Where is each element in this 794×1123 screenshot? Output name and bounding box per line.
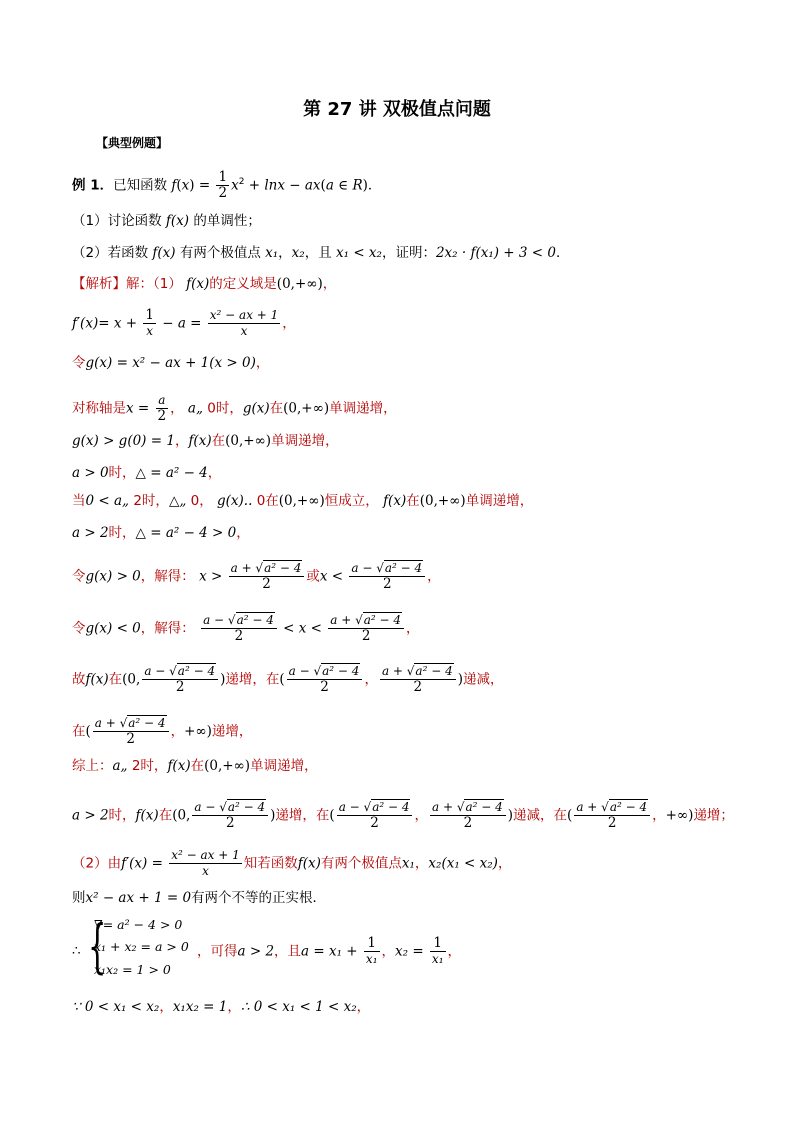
solve-g-negative: 令g(x) < 0，解得： $\frac{\text{a − √a² − 4}}{2}$ < x < $\frac{\text{a + √a² − 4}}{2}$ ，: [72, 613, 420, 644]
question-1: （1）讨论函数 f(x) 的单调性；: [72, 213, 261, 229]
g-definition: 令g(x) = x² − ax + 1(x > 0)，: [72, 355, 270, 371]
example-1-statement: 例 1．已知函数 f(x) = $\frac{1}{2}$ $x^2 + \ln x - ax(a$ ∈ R)．: [72, 169, 382, 201]
root-ordering: ∵ 0 < x₁ < x₂，x₁x₂ = 1，∴ 0 < x₁ < 1 < x₂，: [72, 999, 371, 1015]
section-heading: 【典型例题】: [96, 136, 169, 150]
question-2: （2）若函数 f(x) 有两个极值点 x₁，x₂，且 x₁ < x₂，证明：2x₂ · f(x₁) + 3 < 0．: [72, 245, 570, 261]
a-positive: a > 0时，△ = a² − 4，: [72, 465, 222, 481]
quadratic-roots: 则x² − ax + 1 = 0有两个不等的正实根．: [72, 890, 327, 906]
summary-line: 综上：a„ 2时，f(x)在(0,+∞)单调递增，: [72, 758, 318, 774]
page-title: 第 27 讲 双极值点问题: [303, 99, 491, 120]
summary-a-gt-2: a > 2时，f(x)在(0, $\frac{\text{a − √a² − 4}}{2}$ )递增，在( $\frac{\text{a − √a² − 4}}{2}$ ， $\frac{\text{a + √a² − 4}}{2}$ )递减，在( $\frac{\text{a + √a² − 4}}{2}$ ，+∞)递增；: [72, 800, 734, 831]
system-row-3: x₁x₂ = 1 > 0: [94, 962, 171, 977]
case-a-gt-2: a > 2时，△ = a² − 4 > 0，: [72, 525, 250, 541]
therefore-symbol: ∴: [72, 943, 81, 959]
monotonic-intervals: 故f(x)在(0, $\frac{\text{a − √a² − 4}}{2}$ )递增，在( $\frac{\text{a − √a² − 4}}{2}$ ， $\frac{\text{a + √a² − 4}}{2}$ )递减，: [72, 664, 504, 695]
solution-intro: 【解析】解：（1） f(x)的定义域是(0,+∞)，: [72, 276, 337, 292]
derivative-line: f′(x)= x + $\frac{1}{x}$ − a = $\frac{\text{x² − ax + 1}}{x}$ ，: [72, 307, 296, 338]
solve-g-positive: 令g(x) > 0，解得： x > $\frac{\text{a + √a² − 4}}{2}$ 或x < $\frac{\text{a − √a² − 4}}{2}$ ，: [72, 561, 441, 592]
system-conclusion: ，可得a > 2，且a = x₁ + $\frac{1}{\text{x₁}}$ ，x₂ = $\frac{1}{\text{x₁}}$ ，: [197, 935, 461, 966]
increasing-tail: 在( $\frac{\text{a + √a² − 4}}{2}$ ，+∞)递增，: [72, 716, 253, 747]
g-positive: g(x) > g(0) = 1，f(x)在(0,+∞)单调递增，: [72, 433, 339, 449]
system-brace: {: [88, 912, 107, 980]
system-row-1: ∇= a² − 4 > 0: [94, 917, 183, 932]
part-2-intro: （2）由f′(x) = $\frac{\text{x² − ax + 1}}{x}$ 知若函数f(x)有两个极值点x₁，x₂(x₁ < x₂)，: [72, 848, 512, 878]
system-row-2: x₁ + x₂ = a > 0: [94, 939, 189, 954]
symmetry-axis: 对称轴是x = $\frac{a}{2}$ ， a„ 0时，g(x)在(0,+∞)单调递增，: [72, 393, 397, 424]
case-a-le-2: 当0 < a„ 2时，△„ 0， g(x).. 0在(0,+∞)恒成立， f(x)在(0,+∞)单调递增，: [72, 493, 534, 509]
